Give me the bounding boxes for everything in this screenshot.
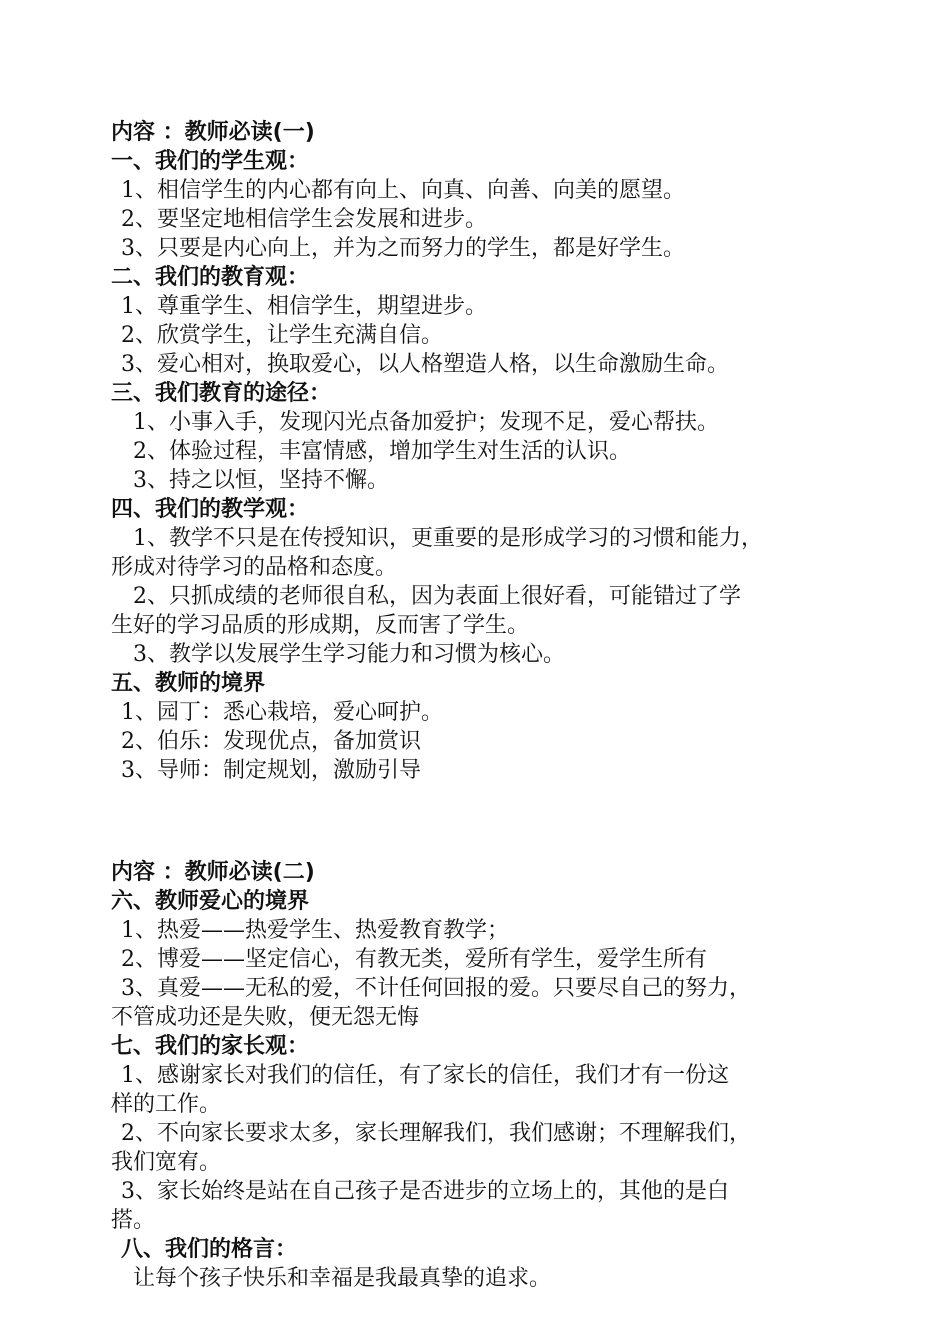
body-text-line: 1、小事入手，发现闪光点备加爱护；发现不足，爱心帮扶。 (133, 410, 719, 435)
body-text-line: 1、教学不只是在传授知识，更重要的是形成学习的习惯和能力， (133, 526, 763, 551)
section-heading: 三、我们教育的途径： (111, 381, 332, 406)
body-text-line: 2、不向家长要求太多，家长理解我们，我们感谢；不理解我们， (121, 1121, 751, 1146)
body-text-line: 3、导师：制定规划，激励引导 (121, 758, 421, 783)
section-heading: 内容 ：教师必读(一) (111, 120, 315, 145)
body-text-line: 3、家长始终是站在自己孩子是否进步的立场上的，其他的是白 (121, 1179, 729, 1204)
section-heading: 七、我们的家长观： (111, 1034, 310, 1059)
body-text-line: 2、只抓成绩的老师很自私，因为表面上很好看，可能错过了学 (133, 584, 741, 609)
section-heading: 二、我们的教育观： (111, 265, 310, 290)
blank-line (111, 807, 846, 836)
section-heading: 四、我们的教学观： (111, 497, 310, 522)
body-text-line: 搭。 (111, 1208, 156, 1233)
document-body (111, 118, 846, 1293)
body-text-line: 形成对待学习的品格和态度。 (111, 555, 398, 580)
section-heading: 一、我们的学生观： (111, 149, 310, 174)
body-text-line: 2、欣赏学生，让学生充满自信。 (121, 323, 443, 348)
body-text-line: 2、体验过程，丰富情感，增加学生对生活的认识。 (133, 439, 631, 464)
body-text-line: 生好的学习品质的形成期，反而害了学生。 (111, 613, 530, 638)
body-text-line: 3、爱心相对，换取爱心，以人格塑造人格，以生命激励生命。 (121, 352, 729, 377)
body-text-line: 不管成功还是失败，便无怨无悔 (111, 1005, 420, 1030)
body-text-line: 3、教学以发展学生学习能力和习惯为核心。 (133, 642, 565, 667)
body-text-line: 2、博爱——坚定信心，有教无类，爱所有学生，爱学生所有 (121, 947, 707, 972)
body-text-line: 1、园丁：悉心栽培，爱心呵护。 (121, 700, 443, 725)
body-text-line: 3、持之以恒，坚持不懈。 (133, 468, 389, 493)
body-text-line: 1、感谢家长对我们的信任，有了家长的信任，我们才有一份这 (121, 1063, 729, 1088)
body-text-line: 3、真爱——无私的爱，不计任何回报的爱。只要尽自己的努力， (121, 976, 751, 1001)
body-text-line: 我们宽宥。 (111, 1150, 222, 1175)
section-heading: 六、教师爱心的境界 (111, 889, 310, 914)
body-text-line: 1、热爱——热爱学生、热爱教育教学； (121, 918, 509, 943)
body-text-line: 1、尊重学生、相信学生，期望进步。 (121, 294, 487, 319)
section-heading: 内容 ：教师必读(二) (111, 860, 315, 885)
body-text-line: 2、伯乐：发现优点，备加赏识 (121, 729, 421, 754)
body-text-line: 样的工作。 (111, 1092, 222, 1117)
body-text-line: 1、相信学生的内心都有向上、向真、向善、向美的愿望。 (121, 178, 685, 203)
body-text-line: 3、只要是内心向上，并为之而努力的学生，都是好学生。 (121, 236, 685, 261)
body-text-line: 2、要坚定地相信学生会发展和进步。 (121, 207, 487, 232)
body-text-line: 让每个孩子快乐和幸福是我最真挚的追求。 (133, 1266, 552, 1291)
section-heading: 八、我们的格言： (121, 1237, 298, 1262)
section-heading: 五、教师的境界 (111, 671, 266, 696)
